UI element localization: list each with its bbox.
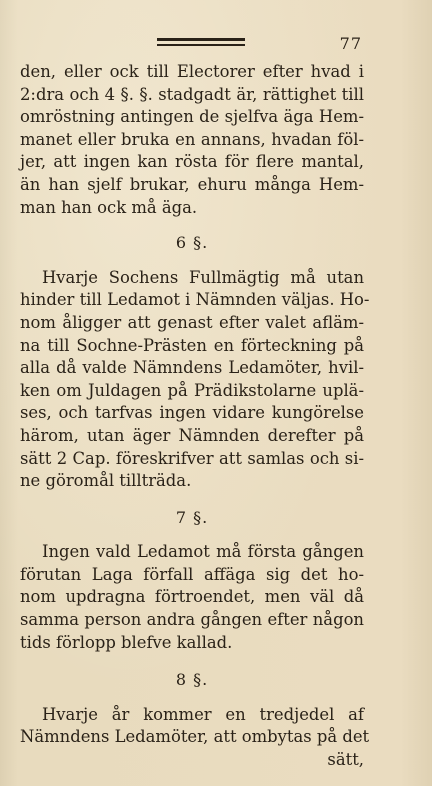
text-line: man han ock må äga. — [20, 197, 198, 217]
text-line: den, eller ock till Electorer efter hvad i — [20, 62, 364, 81]
text-line: jer, att ingen kan rösta för flere mantal, — [20, 152, 364, 172]
text-line: än han sjelf brukar, ehuru många Hem- — [20, 174, 364, 194]
text-line: hinder till Ledamot i Nämnden väljas. Ho- — [20, 290, 370, 310]
section-heading: 6 §. — [175, 233, 209, 253]
section-heading: 7 §. — [175, 507, 209, 527]
paragraph-continuation — [20, 61, 364, 219]
page-number: 77 — [339, 34, 362, 53]
text-line: omröstning antingen de sjelfva äga Hem- — [20, 107, 364, 127]
section-6 — [20, 232, 370, 493]
section-heading: 8 §. — [175, 670, 209, 690]
section-8 — [20, 669, 370, 771]
text-line: manet eller bruka en annans, hvadan föl- — [20, 129, 364, 149]
section-7 — [20, 507, 364, 655]
text-line: nom åligger att genast efter valet afläm- — [20, 312, 364, 332]
text-line: ken om Juldagen på Prädikstolarne uplä- — [20, 380, 364, 400]
text-line: ne göromål tillträda. — [20, 471, 192, 491]
text-line: nom updragna förtroendet, men väl då — [20, 587, 364, 607]
header-double-rule-bottom — [157, 44, 245, 46]
text-line: Ingen vald Ledamot må första gången — [42, 542, 364, 562]
page-text — [20, 61, 370, 772]
text-line: sätt 2 Cap. föreskrifver att samlas och si- — [20, 448, 364, 468]
text-line: alla då valde Nämndens Ledamöter, hvil- — [20, 358, 364, 378]
text-line: Hvarje Sochens Fullmägtig må utan — [42, 267, 364, 287]
text-line: Nämndens Ledamöter, att ombytas på det — [20, 727, 370, 747]
text-line: samma person andra gången efter någon — [20, 610, 364, 630]
text-line: härom, utan äger Nämnden derefter på — [20, 425, 364, 445]
text-line: tids förlopp blefve kallad. — [20, 632, 233, 652]
text-line: na till Sochne-Prästen en förteckning på — [20, 335, 364, 355]
catchword: sätt, — [327, 750, 364, 770]
text-line: 2:dra och 4 §. §. stadgadt är, rättighet till — [20, 84, 364, 104]
page-header — [0, 34, 432, 54]
text-line: Hvarje år kommer en tredjedel af — [42, 704, 364, 724]
text-line: förutan Laga förfall affäga sig det ho- — [20, 564, 364, 584]
header-double-rule-top — [157, 38, 245, 41]
text-line: ses, och tarfvas ingen vidare kungörelse — [20, 403, 364, 423]
